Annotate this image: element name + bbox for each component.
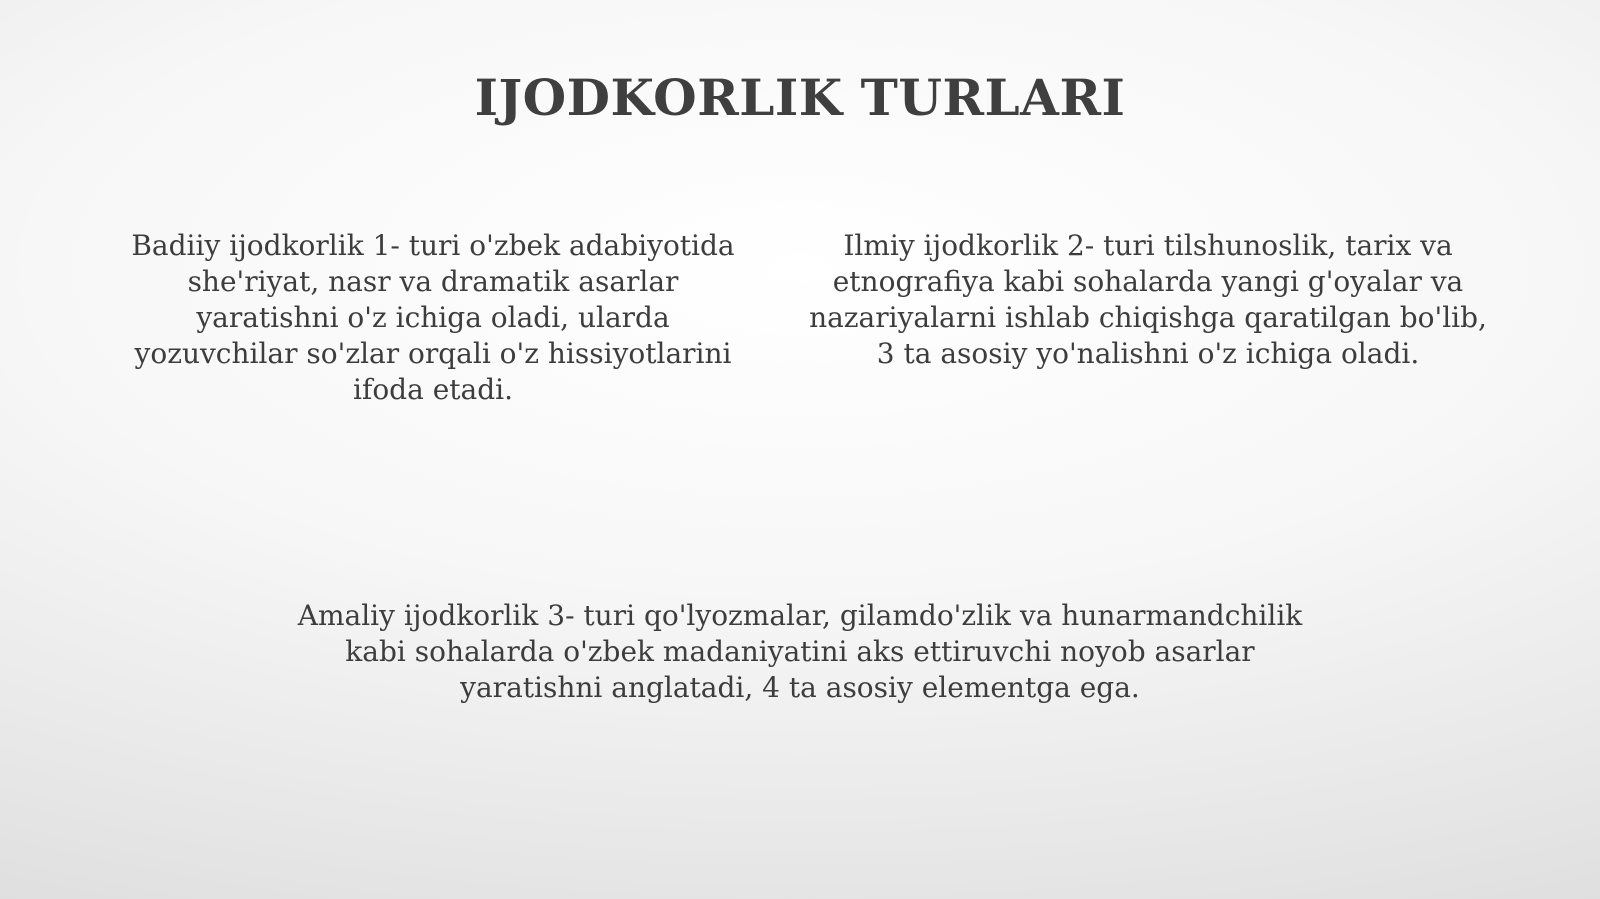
- text-block-ilmiy: Ilmiy ijodkorlik 2- turi tilshunoslik, tarix va etnografiya kabi sohalarda yangi g'oyalar va nazariyalarni ishlab chiqishga qaratilgan bo'lib, 3 ta asosiy yo'nalishni o'z ichiga oladi.: [809, 229, 1487, 370]
- text-block-amaliy: Amaliy ijodkorlik 3- turi qo'lyozmalar, gilamdo'zlik va hunarmandchilik kabi sohalarda o'zbek madaniyatini aks ettiruvchi noyob asarlar yaratishni anglatadi, 4 ta asosiy elementga ega.: [297, 599, 1303, 704]
- text-block-badiiy: Badiiy ijodkorlik 1- turi o'zbek adabiyotida she'riyat, nasr va dramatik asarlar yaratishni o'z ichiga oladi, ularda yozuvchilar so'zlar orqali o'z hissiyotlarini ifoda etadi.: [131, 229, 735, 406]
- slide-title: IJODKORLIK TURLARI: [474, 68, 1126, 127]
